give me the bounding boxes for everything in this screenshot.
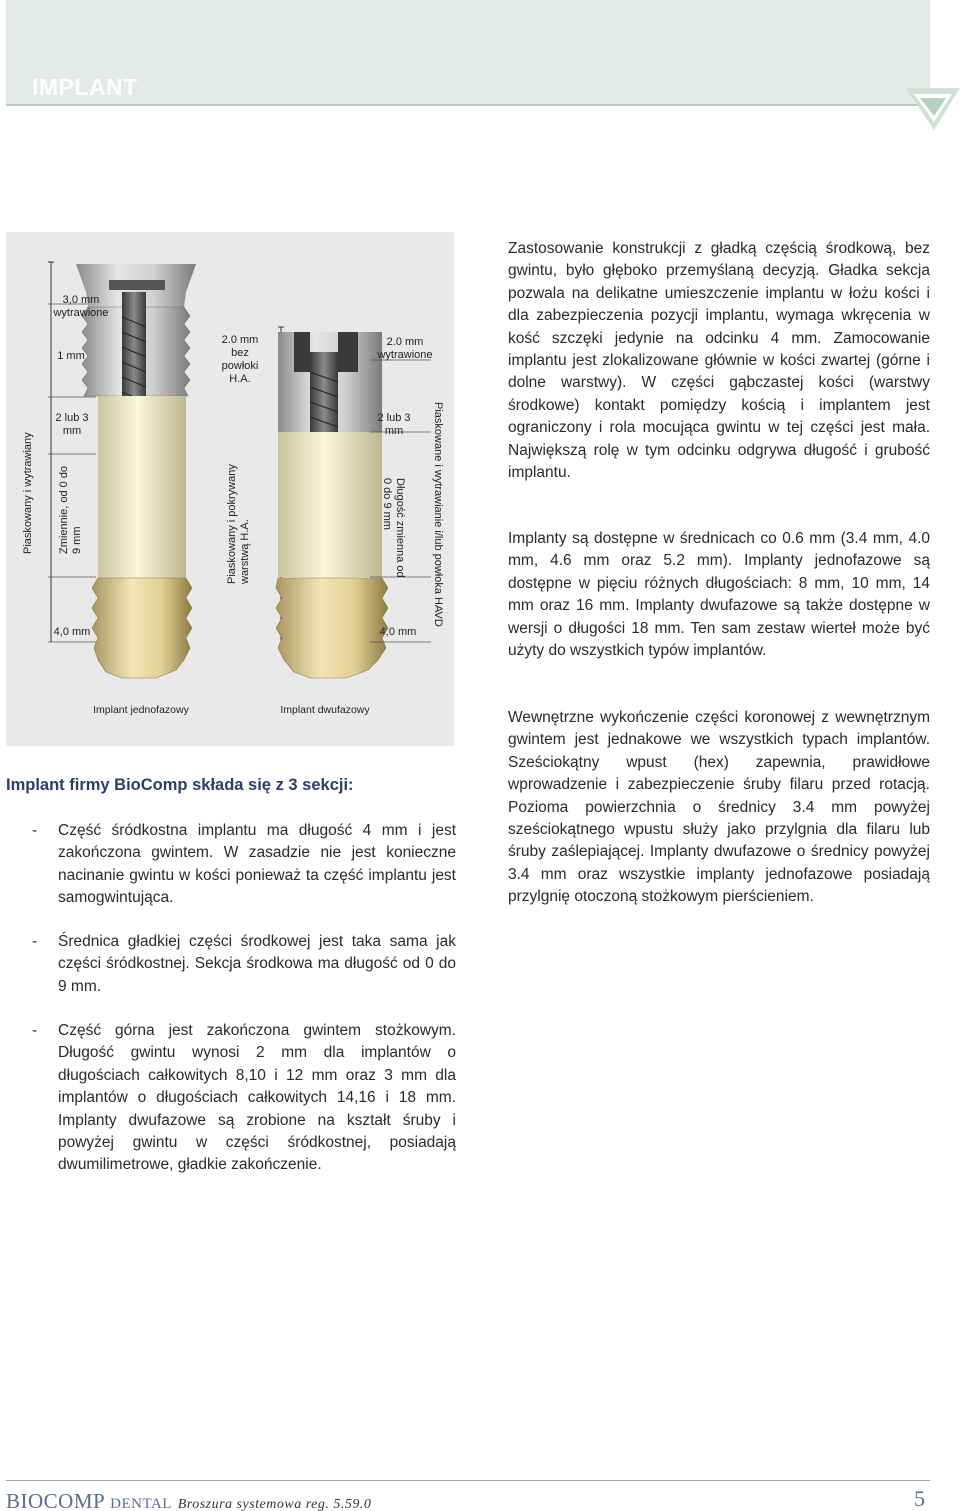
implant-figure [6,232,454,746]
paragraph-internal-finish: Wewnętrzne wykończenie części koronowej z wewnętrznym gwintem jest jednakowe we wszystkich typach implantów. Sześciokątny wpust (hex) zapewnia, prawidłowe wprowadzenie i zabezpieczenie śruby filaru przed rotacją. Pozioma powierzchnia o średnicy 3.4 mm powyżej sześciokątnego wpustu służy jako przylgnia dla filaru lub śruby zaślepiającej. Implanty dwufazowe o średnicy powyżej 3.4 mm oraz wszystkie implanty jednofazowe posiadają przylgnię otoczoną stożkowym pierścieniem. [508,709,930,906]
two-or-three-right-label: 2 lub 3 mm [377,412,411,437]
four-mm-right-label: 4,0 mm [379,626,417,638]
list-dash: - [32,1022,38,1039]
havd-label: Piaskowane i wytrawianie i/lub powłoka HAVD [432,402,444,627]
caption-one-phase: Implant jednofazowy [93,704,189,716]
two-or-three-left-label: 2 lub 3 mm [55,412,89,437]
ha-coated-label: Piaskowany i pokrywany warstwą H.A. [226,464,251,584]
paragraph-availability: Implanty są dostępne w średnicach co 0.6 mm (3.4 mm, 4.0 mm, 4.6 mm oraz 5.2 mm). Implanty jednofazowe są dostępne w pięciu różnych długościach: 8 mm, 10 mm, 14 mm oraz 16 mm. Implanty dwufazowe są także dostępne w wersji o długości 18 mm. Ten sam zestaw wierteł może być użyty do wszystkich typów implantów. [508,530,930,660]
no-coating-label: 2.0 mm bez powłoki H.A. [221,334,259,385]
variable-length-label: Długość zmienna od 0 do 9 mm [381,478,406,578]
list-item [32,820,456,910]
left-side-label: Piaskowany i wytrawiany [22,432,34,554]
page-title: IMPLANT [32,74,138,100]
brand-name: BIOCOMP [6,1489,105,1511]
etched-2mm-label: 2.0 mm wytrawione [377,336,433,361]
list-item-text: Średnica gładkiej części środkowej jest taka sama jak części śródkostnej. Sekcja środkowa ma długość od 0 do 9 mm. [58,933,456,995]
page-number: 5 [914,1486,925,1511]
list-item [32,931,456,998]
list-item [32,1020,456,1177]
one-mm-label: 1 mm [57,350,85,362]
top-3mm-label: 3,0 mm wytrawione [53,294,109,319]
list-dash: - [32,933,38,950]
footer-divider [6,1480,930,1481]
header-divider [6,104,930,106]
list-item-text: Część śródkostna implantu ma długość 4 mm i jest zakończona gwintem. W zasadzie nie jest konieczne nacinanie gwintu w kości ponieważ ta część implantu jest samogwintująca. [58,822,456,907]
sections-heading: Implant firmy BioComp składa się z 3 sekcji: [6,776,354,794]
paragraph-smooth-section: Zastosowanie konstrukcji z gładką częścią środkową, bez gwintu, było głęboko przemyślaną decyzją. Gładka sekcja pozwala na delikatne umieszczenie implantu w łożu kości i dla zabezpieczenia pozycji implantu, wymaga wkręcenia w kość szczęki jedynie na odcinku 4 mm. Zamocowanie implantu jest zlokalizowane głównie w kości zwartej (górne i dolne warstwy). W części gąbczastej kości (warstwy środkowe) kontakt pomiędzy kością i implantem jest ograniczony i rola mocująca gwintu w tej części jest mała. Największą rolę w tym odcinku odgrywa długość i grubość implantu. [508,240,930,482]
list-dash: - [32,822,38,839]
caption-two-phase: Implant dwufazowy [280,704,370,716]
variable-label: Zmiennie, od 0 do 9 mm [58,465,83,554]
chevron-logo-icon [906,84,960,132]
list-item-text: Część górna jest zakończona gwintem stożkowym. Długość gwintu wynosi 2 mm dla implantów o długościach całkowitych 8,10 i 12 mm oraz 3 mm dla implantów o długościach całkowitych 14,16 i 18 mm. Implanty dwufazowe są zrobione na kształt śruby i powyżej gwintu w części śródkostnej, posiadają dwumilimetrowe, gładkie zakończenie. [58,1022,456,1174]
footer-subtitle: Broszura systemowa reg. 5.59.0 [177,1497,372,1511]
four-mm-left-label: 4,0 mm [53,626,91,638]
footer-brand [6,1489,371,1511]
brand-sub: DENTAL [110,1496,172,1511]
header-band [6,0,930,104]
